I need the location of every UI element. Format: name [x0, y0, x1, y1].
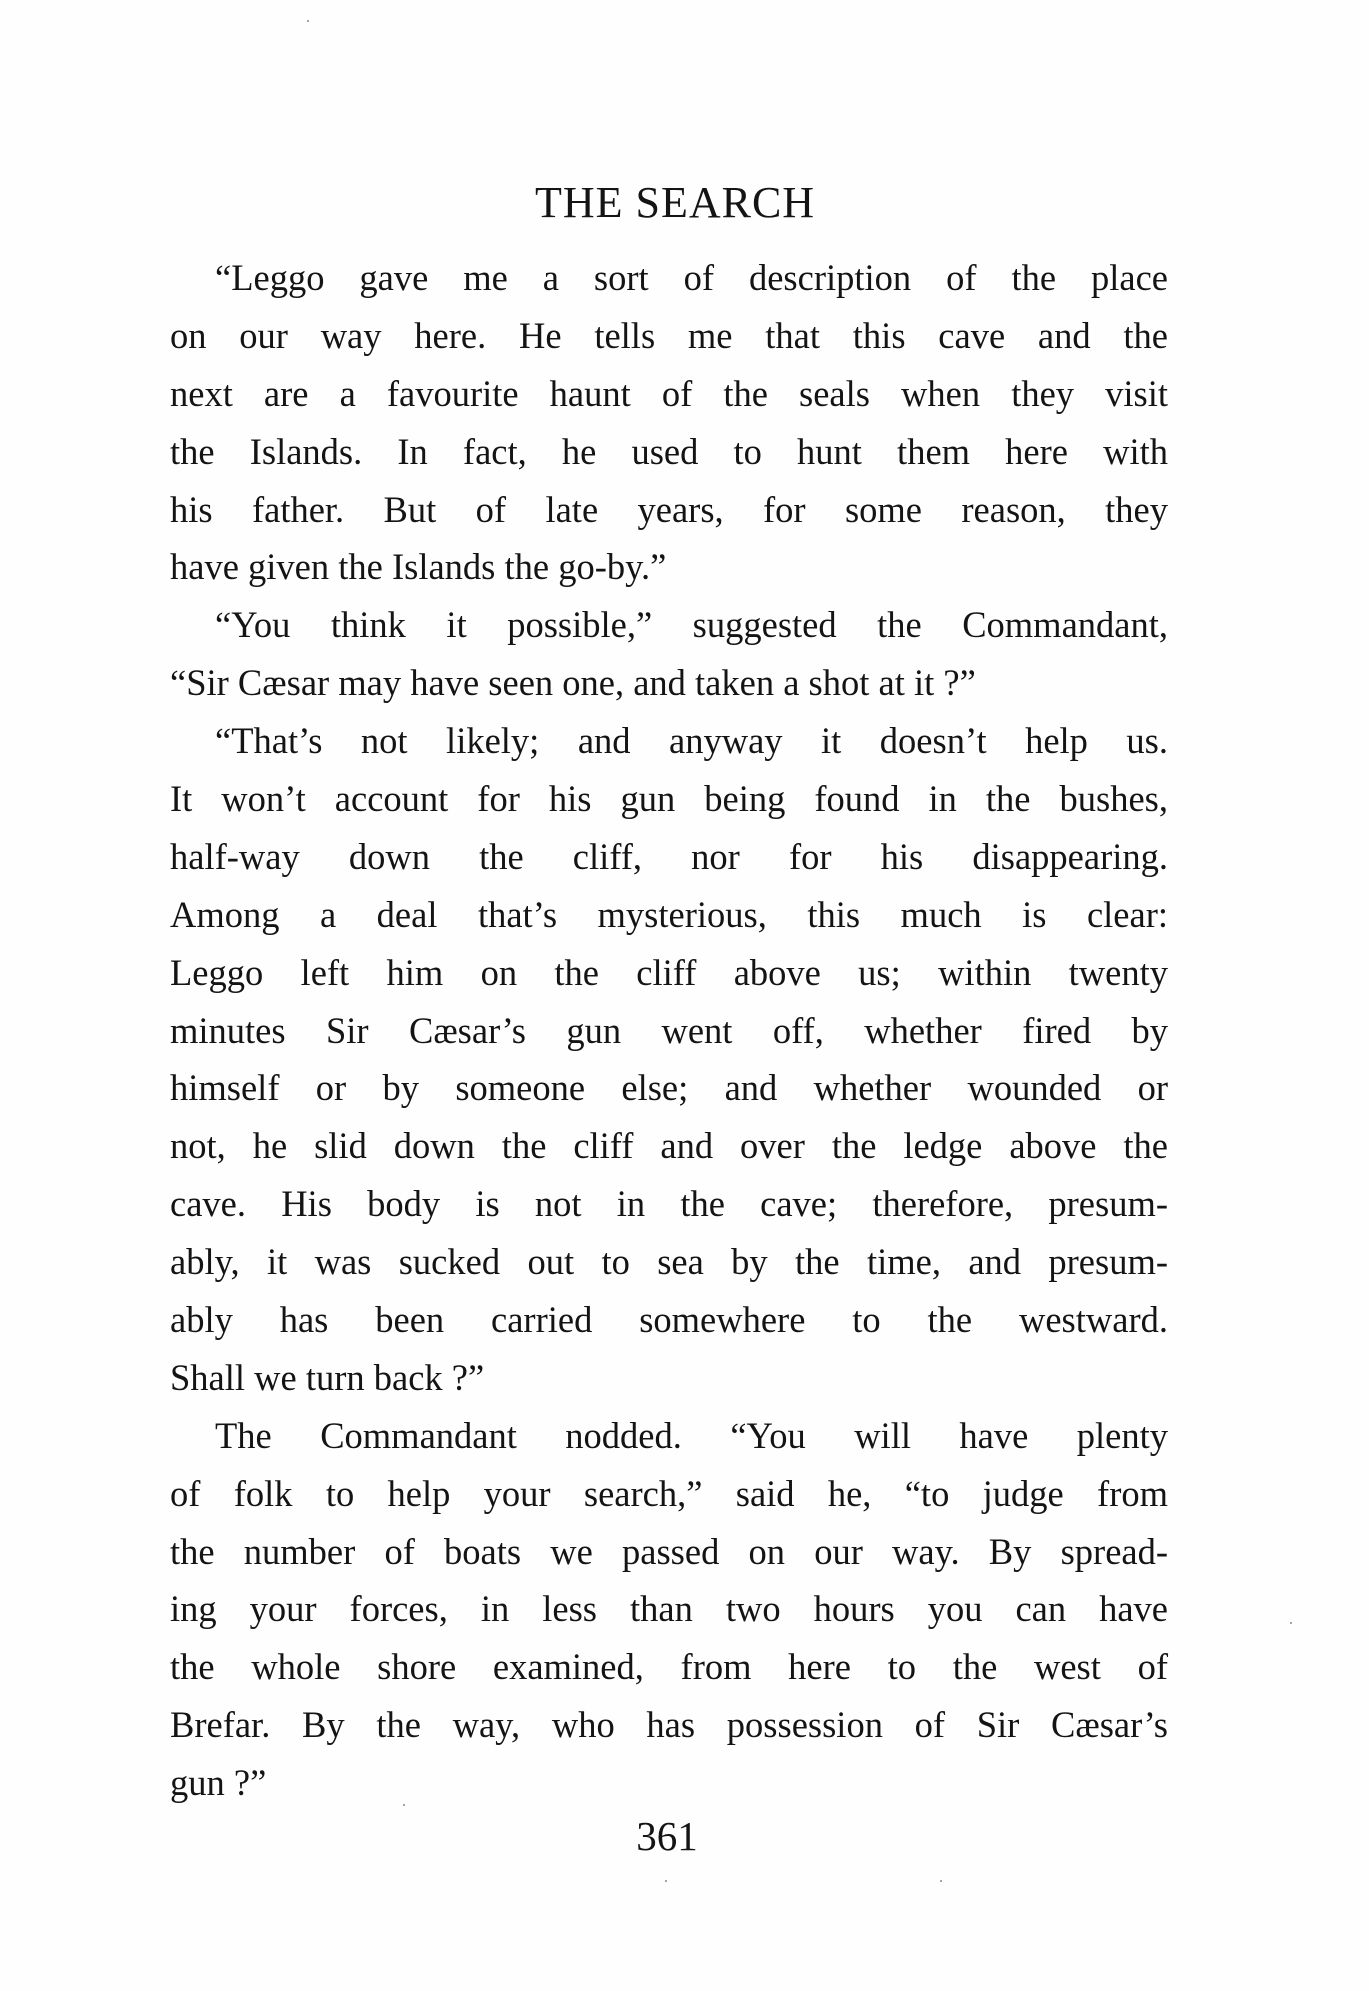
scan-speck	[1290, 1622, 1292, 1624]
text-line: minutes Sir Cæsar’s gun went off, whether fired by	[170, 1009, 1168, 1051]
scan-speck	[403, 1804, 405, 1806]
scan-speck	[665, 1880, 667, 1882]
text-line: of folk to help your search,” said he, “to judge from	[170, 1472, 1168, 1514]
text-line: have given the Islands the go-by.”	[170, 546, 667, 588]
text-line: the whole shore examined, from here to the west of	[170, 1646, 1168, 1688]
text-line: ing your forces, in less than two hours you can have	[170, 1588, 1168, 1630]
text-line: The Commandant nodded. “You will have plenty	[215, 1414, 1168, 1456]
scan-speck	[307, 20, 309, 22]
text-line: the number of boats we passed on our way. By spread-	[170, 1530, 1168, 1572]
scan-speck	[940, 1880, 942, 1882]
text-line: “Leggo gave me a sort of description of the place	[215, 257, 1168, 298]
text-line: cave. His body is not in the cave; therefore, presum-	[170, 1183, 1168, 1225]
text-line: Brefar. By the way, who has possession of Sir Cæsar’s	[170, 1704, 1168, 1746]
body-text	[170, 249, 1168, 1812]
text-line: Shall we turn back ?”	[170, 1356, 485, 1398]
text-line: ably, it was sucked out to sea by the time, and presum-	[170, 1241, 1168, 1283]
text-line: “You think it possible,” suggested the Commandant,	[215, 604, 1168, 646]
text-line: half-way down the cliff, nor for his disappearing.	[170, 835, 1168, 877]
text-line: on our way here. He tells me that this cave and the	[170, 314, 1168, 356]
text-line: gun ?”	[170, 1762, 267, 1804]
text-line: Among a deal that’s mysterious, this much is clear:	[170, 893, 1168, 935]
running-head: THE SEARCH	[534, 178, 816, 227]
text-line: himself or by someone else; and whether wounded or	[170, 1067, 1168, 1109]
text-line: not, he slid down the cliff and over the ledge above the	[170, 1125, 1168, 1167]
text-line: his father. But of late years, for some reason, they	[170, 488, 1168, 530]
text-line: ably has been carried somewhere to the westward.	[170, 1299, 1168, 1341]
text-line: next are a favourite haunt of the seals when they visit	[170, 372, 1168, 414]
page-number: 361	[636, 1813, 698, 1859]
text-line: “Sir Cæsar may have seen one, and taken a shot at it ?”	[170, 662, 976, 704]
text-line: “That’s not likely; and anyway it doesn’t help us.	[215, 720, 1168, 762]
text-line: It won’t account for his gun being found in the bushes,	[170, 778, 1168, 820]
text-line: the Islands. In fact, he used to hunt them here with	[170, 430, 1168, 472]
text-line: Leggo left him on the cliff above us; within twenty	[170, 951, 1168, 993]
